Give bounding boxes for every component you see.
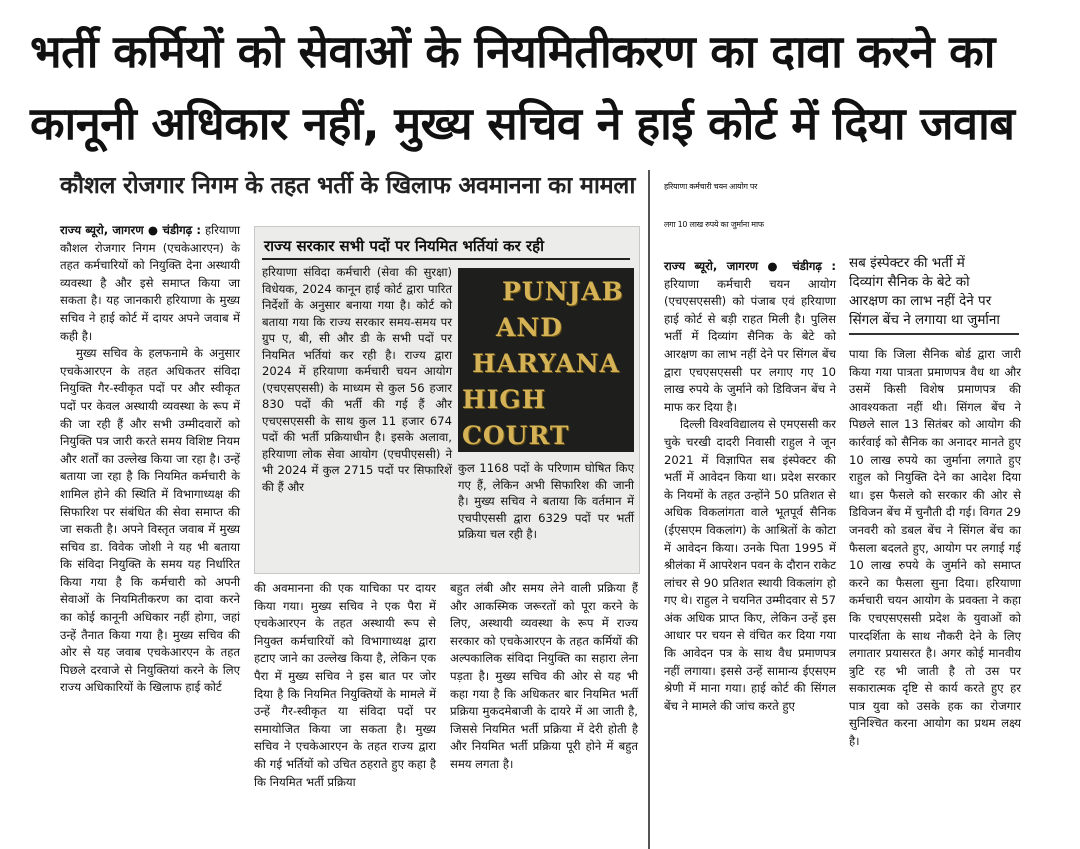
right-story-side-title (849, 254, 1021, 335)
info-box-rule (262, 258, 630, 260)
right-story-paragraph-2: दिल्ली विश्वविद्यालय से एमएससी कर चुके चरखी दादरी निवासी राहुल ने जून 2021 में विज्ञापित सब इंस्पेक्टर की भर्ती में आवेदन किया था। प्रदेश सरकार के नियमों के तहत उन्होंने 50 प्रतिशत से अधिक विकलांगता वाले भूतपूर्व सैनिक (ईएसएम विकलांग) के आश्रितों के कोटा में आवेदन किया। उनके पिता 1995 में श्रीलंका में आपरेशन पवन के दौरान राकेट लांचर से 90 प्रतिशत स्थायी विकलांग हो गए थे। राहुल ने चयनित उम्मीदवार से 57 अंक अधिक प्राप्त किए, लेकिन उन्हें इस आधार पर चयन से वंचित कर दिया गया कि आवेदन पत्र के साथ वैध प्रमाणपत्र नहीं लगाया। इससे उन्हें सामान्य ईएसएम श्रेणी में माना गया। हाई कोर्ट की सिंगल बेंच ने मामले की जांच करते हुए (664, 417, 836, 713)
left-story-column-3 (450, 580, 638, 842)
high-court-photo (458, 268, 634, 452)
right-story-column-1 (664, 258, 836, 844)
right-story-column-2-text: पाया कि जिला सैनिक बोर्ड द्वारा जारी किया गया पात्रता प्रमाणपत्र वैध था और उसमें किसी विशेष प्रमाणपत्र की आवश्यकता नहीं थी। सिंगल बेंच ने पिछले साल 13 सितंबर को आयोग की कार्रवाई को सैनिक का अनादर मानते हुए 10 लाख रुपये का जुर्माना लगाते हुए राहुल को नियुक्ति देने का आदेश दिया था। इस फैसले को सरकार की ओर से डिविजन बेंच में चुनौती दी गई। विगत 29 जनवरी को डबल बेंच ने सिंगल बेंच का फैसला बदलते हुए, आयोग पर लगाई गई 10 लाख रुपये के जुर्माने को समाप्त करने का फैसला सुना दिया। हरियाणा कर्मचारी चयन आयोग के प्रवक्ता ने कहा कि एचएसएससी प्रदेश के युवाओं को पारदर्शिता के साथ नौकरी देने के लिए लगातार प्रयासरत है। अगर कोई मानवीय त्रुटि रह भी जाती है तो उस पर सकारात्मक दृष्टि से कार्य करते हुए हर पात्र युवा को उसके हक का रोजगार सुनिश्चित करना आयोग का प्रथम लक्ष्य है। (849, 347, 1021, 749)
side-title-line-1: सब इंस्पेक्टर की भर्ती में (849, 255, 965, 271)
left-story-subhead: कौशल रोजगार निगम के तहत भर्ती के खिलाफ अवमानना का मामला (60, 171, 636, 199)
left-story-column-3-text: बहुत लंबी और समय लेने वाली प्रक्रिया हैं और आकस्मिक जरूरतों को पूरा करने के लिए, अस्थायी व्यवस्था के रूप में राज्य सरकार को एचकेआरएन के तहत कर्मियों की अल्पकालिक संविदा नियुक्ति का सहारा लेना पड़ता है। मुख्य सचिव की ओर से यह भी कहा गया है कि अधिकतर बार नियमित भर्ती प्रक्रिया मुकदमेबाजी के दायरे में आ जाती है, जिससे नियमित भर्ती प्रक्रिया में देरी होती है और नियमित भर्ती प्रक्रिया पूरी होने में बहुत समय लगता है। (450, 581, 638, 771)
info-box-title: राज्य सरकार सभी पदों पर नियमित भर्तियां कर रही (264, 237, 545, 255)
right-story-paragraph-1: हरियाणा कर्मचारी चयन आयोग (एचएसएससी) को पंजाब एवं हरियाणा हाई कोर्ट से बड़ी राहत मिली है। पुलिस भर्ती में दिव्यांग सैनिक के बेटे को आरक्षण का लाभ नहीं देने पर सिंगल बेंच द्वारा एचएसएससी पर लगाए गए 10 लाख रुपये के जुर्माने को डिविजन बेंच ने माफ कर दिया है। (664, 276, 836, 414)
left-story-column-2-text: की अवमानना की एक याचिका पर दायर किया गया। मुख्य सचिव ने एक पैरा में एचकेआरएन के तहत अस्थायी रूप से नियुक्त कर्मचारियों को विभागाध्यक्ष द्वारा हटाए जाने का उल्लेख किया है, लेकिन एक पैरा में मुख्य सचिव ने इस बात पर जोर दिया है कि नियमित नियुक्तियों के मामले में उन्हें गैर-स्वीकृत या संविदा पदों पर समायोजित किया जा सकता है। मुख्य सचिव ने एचकेआरएन के तहत राज्य द्वारा की गई भर्तियों को उचित ठहराते हुए कहा है कि नियमित भर्ती प्रक्रिया (254, 581, 436, 789)
side-title-line-2: दिव्यांग सैनिक के बेटे को (849, 274, 970, 290)
info-box-text-1: हरियाणा संविदा कर्मचारी (सेवा की सुरक्षा) विधेयक, 2024 कानून हाई कोर्ट द्वारा पारित निर्देशों के अनुसार बनाया गया है। कोर्ट को बताया गया कि राज्य सरकार समय-समय पर ग्रुप ए, बी, सी और डी के सभी पदों पर नियमित भर्तियां कर रही है। राज्य द्वारा 2024 में हरियाणा कर्मचारी चयन आयोग (एचएसएससी) के माध्यम से कुल 56 हजार 830 पदों की भर्ती की गई हैं और एचएसएससी के साथ कुल 11 हजार 674 पदों की भर्ती प्रक्रियाधीन है। इसके अलावा, हरियाणा लोक सेवा आयोग (एचपीएससी) ने भी 2024 में कुल 2715 पदों पर सिफारिशें की हैं और (262, 265, 452, 494)
right-story-byline: राज्य ब्यूरो, जागरण ● चंडीगढ़ : (664, 259, 836, 273)
sign-line-1: PUNJAB (502, 277, 624, 306)
left-story-column-2 (254, 580, 436, 842)
column-divider (648, 170, 650, 849)
left-story-column-1 (60, 222, 241, 695)
side-title-line-4: सिंगल बेंच ने लगाया था जुर्माना (849, 312, 1000, 328)
info-box-text-2: कुल 1168 पदों के परिणाम घोषित किए गए हैं, लेकिन अभी सिफारिश की जानी है। मुख्य सचिव ने बताया कि वर्तमान में एचपीएससी द्वारा 6329 पदों पर भर्ती प्रक्रिया चल रही है। (458, 461, 634, 541)
sign-line-2: AND (496, 313, 563, 342)
sign-line-3: HARYANA (472, 349, 620, 378)
right-story-headline-line-2: लगा 10 लाख रुपये का जुर्माना माफ (664, 220, 764, 229)
main-headline-line-2: कानूनी अधिकार नहीं, मुख्य सचिव ने हाई कोर्ट में दिया जवाब (30, 97, 1015, 150)
left-story-paragraph-1: हरियाणा कौशल रोजगार निगम (एचकेआरएन) के तहत कर्मचारियों को नियुक्ति देना अस्थायी व्यवस्था है और इसे समाप्त किया जा सकता है। यह जानकारी हरियाणा के मुख्य सचिव ने हाई कोर्ट में दायर अपने जवाब में कही है। (60, 223, 241, 343)
high-court-sign (462, 274, 632, 454)
right-story-column-2 (849, 346, 1021, 844)
right-story-headline-line-1: हरियाणा कर्मचारी चयन आयोग पर (664, 182, 758, 191)
main-headline-line-1: भर्ती कर्मियों को सेवाओं के नियमितीकरण का दावा करने का (30, 25, 995, 78)
sign-line-4: HIGH COURT (462, 385, 570, 450)
side-title-rule (849, 333, 1019, 335)
side-title-line-3: आरक्षण का लाभ नहीं देने पर (849, 293, 992, 309)
left-story-paragraph-2: मुख्य सचिव के हलफनामे के अनुसार एचकेआरएन के तहत अधिकतर संविदा नियुक्ति गैर-स्वीकृत पदों पर और स्वीकृत पदों पर केवल अस्थायी व्यवस्था के रूप में की जा रही हैं और सभी उम्मीदवारों को नियुक्ति पत्र जारी करते समय विशिष्ट नियम और शर्तों का उल्लेख किया जा रहा है। उन्हें बताया जा रहा है कि नियमित कर्मचारी के शामिल होने की स्थिति में विभागाध्यक्ष की सिफारिश पर संबंधित की सेवा समाप्त की जा सकती है। अपने विस्तृत जवाब में मुख्य सचिव डा. विवेक जोशी ने यह भी बताया कि संविदा नियुक्ति के समय यह निर्धारित किया गया है कि कर्मचारी को अपनी सेवाओं के नियमितीकरण का दावा करने का कोई कानूनी अधिकार नहीं होगा, जहां उन्हें तैनात किया गया है। मुख्य सचिव की ओर से यह जवाब एचकेआरएन के तहत पिछले दरवाजे से नियुक्तियां करने के लिए राज्य अधिकारियों के खिलाफ हाई कोर्ट (60, 346, 240, 695)
left-story-byline: राज्य ब्यूरो, जागरण ● चंडीगढ़ : (60, 223, 202, 237)
